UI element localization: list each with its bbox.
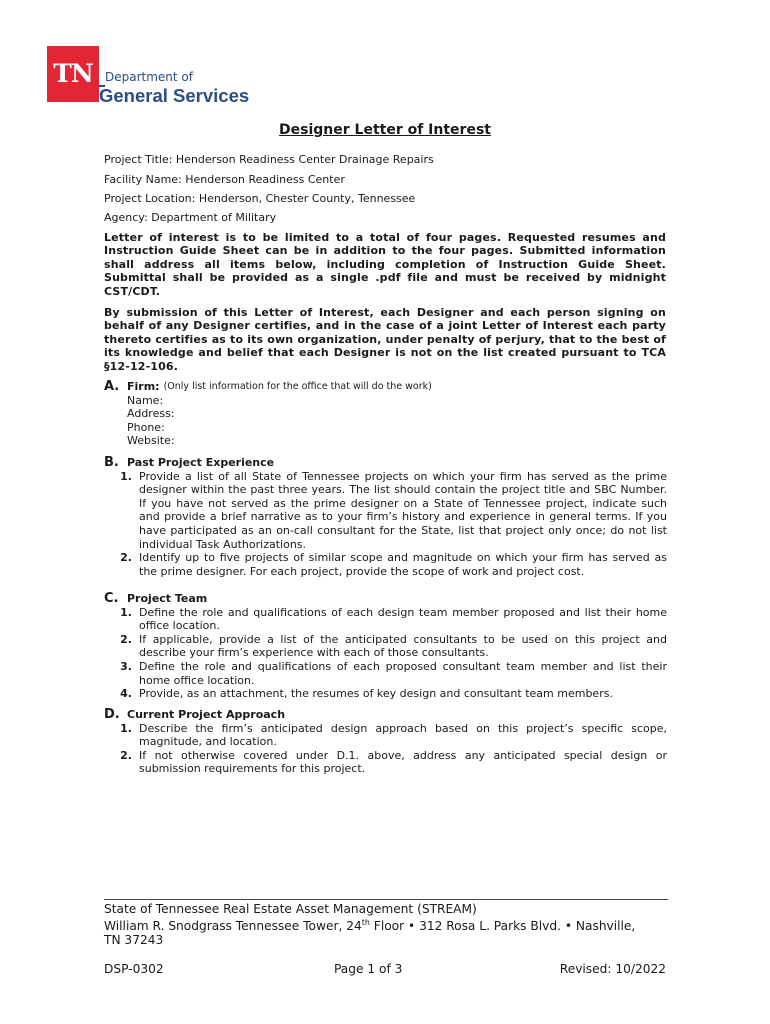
item-number: 2.: [120, 551, 132, 565]
item-number: 4.: [120, 687, 132, 701]
list-item: [104, 606, 667, 633]
item-text: Identify up to five projects of similar scope and magnitude on which your firm has served as the prime designer. For each project, provide the scope of work and project cost.: [139, 551, 667, 578]
document-title: Designer Letter of Interest: [279, 122, 491, 138]
firm-field-list: [127, 394, 667, 448]
section-d-items: [104, 722, 667, 776]
list-item: [104, 633, 667, 660]
certification-paragraph: By submission of this Letter of Interest, each Designer and each person signing on behalf of any Designer certifies, and in the case of a joint Letter of Interest each party thereto certifies as to its own organization, under penalty of perjury, that to the best of its knowledge and belief that each Designer is not on the list created pursuant to TCA §12-12-106.: [104, 306, 666, 373]
section-title: Current Project Approach: [127, 708, 286, 721]
firm-website-label: Website:: [127, 434, 175, 448]
footer-address: [104, 918, 635, 933]
footer-divider: [104, 899, 668, 900]
item-text: Provide a list of all State of Tennessee projects on which your firm has served as the prime designer within the past three years. The list should contain the project title and SBC Number. If you have not served as the prime designer on a State of Tennessee project, indicate such and provide a brief narrative as to your firm’s history and experience in general terms. If you have participated as an on-call consultant for the State, list that project only once; do not list individual Task Authorizations.: [139, 469, 667, 551]
logo-general-services-text: General Services: [99, 85, 250, 106]
list-item: [104, 687, 667, 701]
section-letter: C.: [104, 591, 119, 606]
revision-date: Revised: 10/2022: [559, 962, 666, 976]
section-c-project-team: [104, 592, 667, 701]
page-number: Page 1 of 3: [334, 962, 403, 976]
project-location: Project Location: Henderson, Chester County, Tennessee: [104, 192, 416, 205]
project-title: Project Title: Henderson Readiness Center Drainage Repairs: [104, 153, 434, 166]
item-number: 1.: [120, 469, 132, 483]
item-number: 1.: [120, 605, 132, 619]
item-text: If applicable, provide a list of the anticipated consultants to be used on this project and describe your firm’s experience with each of those consultants.: [139, 632, 667, 660]
section-note: (Only list information for the office that will do the work): [163, 381, 432, 392]
list-item: [104, 722, 667, 749]
item-text: Provide, as an attachment, the resumes of key design and consultant team members.: [139, 687, 613, 701]
section-letter: A.: [104, 379, 120, 394]
item-text: Define the role and qualifications of each proposed consultant team member and list their home office location.: [139, 659, 667, 687]
list-item: [104, 660, 667, 687]
item-number: 3.: [120, 659, 132, 673]
section-b-past-experience: [104, 456, 667, 578]
section-a-firm: [104, 380, 667, 448]
page-limit-paragraph: Letter of interest is to be limited to a total of four pages. Requested resumes and Instruction Guide Sheet can be in addition to the four pages. Submitted information shall address all items below, including completion of Instruction Guide Sheet. Submittal shall be provided as a single .pdf file and must be received by midnight CST/CDT.: [104, 231, 666, 298]
section-c-items: [104, 606, 667, 701]
section-letter: B.: [104, 455, 119, 470]
firm-address-label: Address:: [127, 407, 175, 421]
item-text: Define the role and qualifications of each design team member proposed and list their home office location.: [139, 605, 667, 633]
section-title: Project Team: [127, 592, 208, 605]
document-id: DSP-0302: [104, 962, 164, 976]
section-title: Firm:: [127, 380, 160, 393]
section-d-current-approach: [104, 708, 667, 776]
footer-address-city: Floor • 312 Rosa L. Parks Blvd. • Nashville,: [369, 919, 636, 934]
item-text: If not otherwise covered under D.1. above, address any anticipated special design or submission requirements for this project.: [139, 748, 667, 776]
footer-org: State of Tennessee Real Estate Asset Management (STREAM): [104, 902, 477, 916]
footer-address-street: William R. Snodgrass Tennessee Tower, 24: [104, 919, 362, 934]
firm-name-label: Name:: [127, 393, 164, 407]
item-number: 1.: [120, 721, 132, 735]
item-text: Describe the firm’s anticipated design approach based on this project’s specific scope, magnitude, and location.: [139, 721, 667, 749]
item-number: 2.: [120, 748, 132, 762]
logo-tn-mark: TN: [47, 46, 99, 102]
agency: Agency: Department of Military: [104, 211, 277, 224]
firm-phone-label: Phone:: [127, 420, 165, 434]
footer-address-state: TN 37243: [104, 933, 164, 947]
list-item: [104, 749, 667, 776]
item-number: 2.: [120, 632, 132, 646]
footer-address-ordinal: th: [361, 918, 370, 927]
facility-name: Facility Name: Henderson Readiness Center: [104, 173, 345, 186]
logo-department-text: Department of: [105, 70, 193, 84]
tn-dgs-logo: [47, 46, 267, 108]
list-item: [104, 551, 667, 578]
section-title: Past Project Experience: [127, 456, 275, 469]
section-b-items: [104, 470, 667, 579]
list-item: [104, 470, 667, 552]
section-letter: D.: [104, 707, 120, 722]
